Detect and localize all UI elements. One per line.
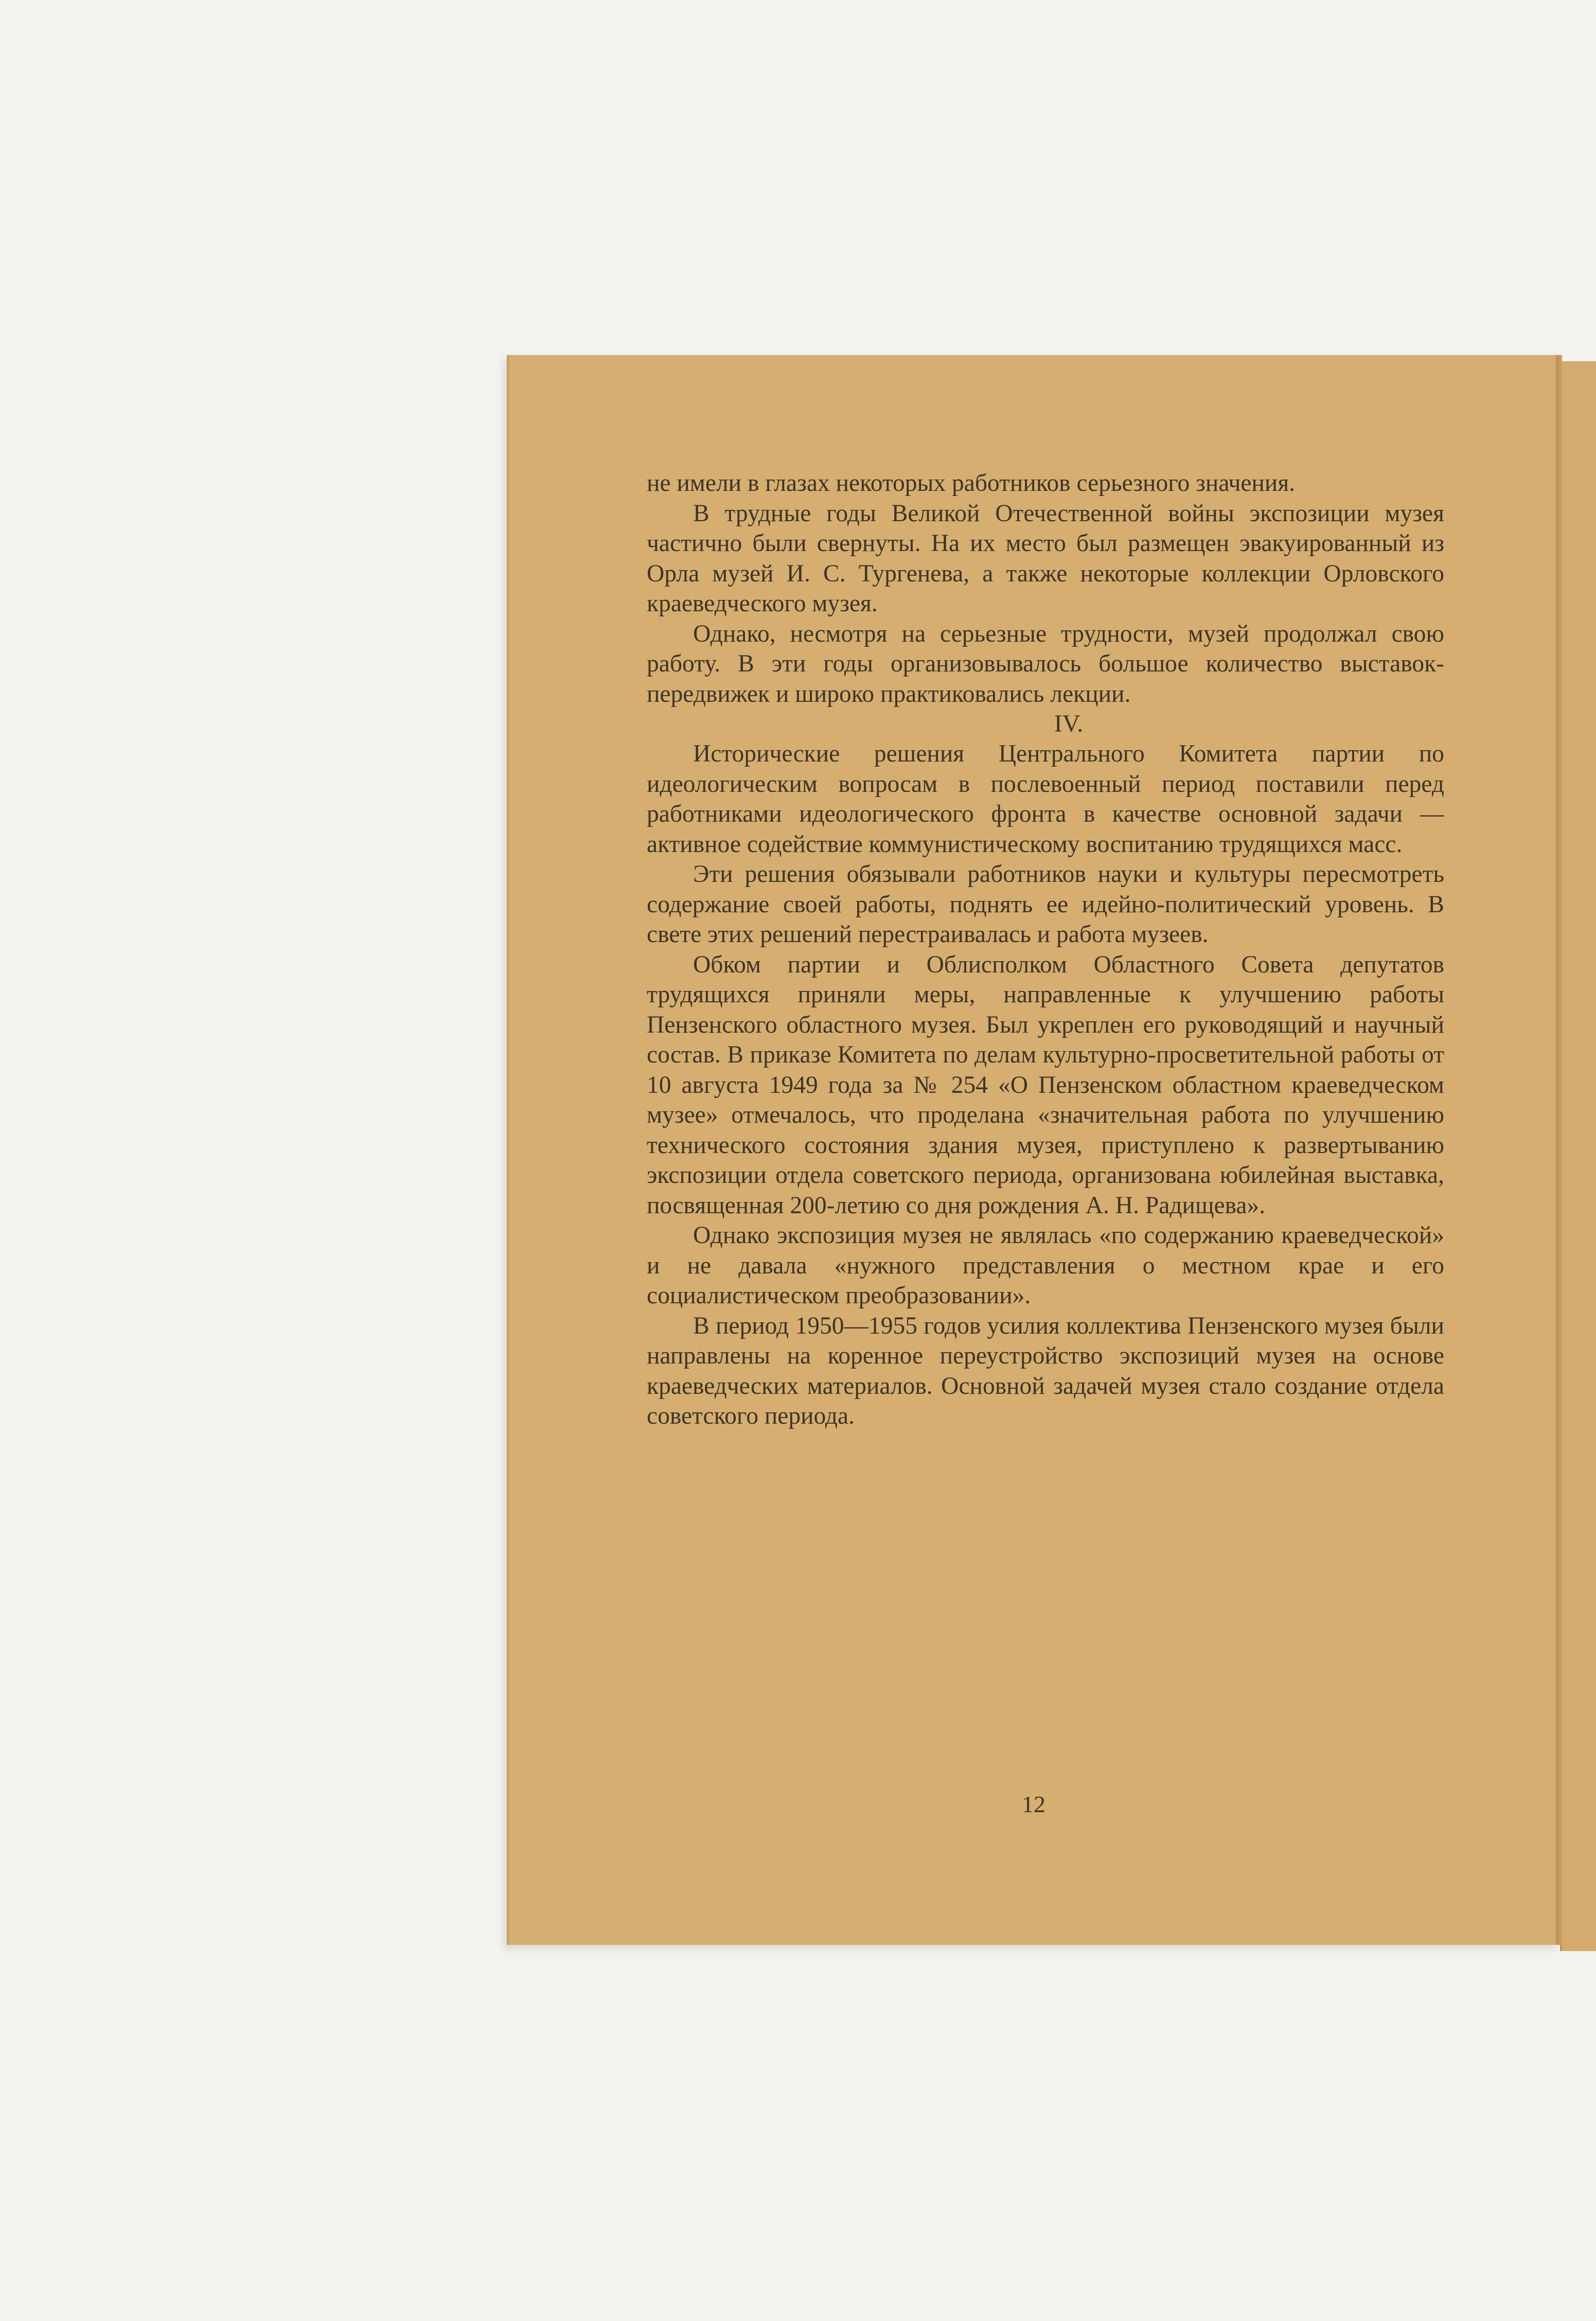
facing-page-edge (1560, 361, 1596, 1951)
paragraph: Однако экспозиция музея не являлась «по содержанию краеведческой» и не давала «нужного представления о местном крае и его социалистическом преобразовании». (647, 1222, 1444, 1309)
paragraph: В трудные годы Великой Отечественной войны экспозиции музея частично были свернуты. На их место был размещен эвакуированный из Орла музей И. С. Тургенева, а также некоторые коллекции Орловского краеведческого музея. (647, 500, 1444, 617)
paragraph: Однако, несмотря на серьезные трудности, музей продолжал свою работу. В эти годы организовывалось большое количество выставок-передвижек и широко практиковались лекции. (647, 620, 1444, 707)
document-page (507, 355, 1558, 1945)
page-spine (1556, 355, 1562, 1945)
page-text (647, 468, 1444, 1431)
booklet (507, 355, 1596, 1945)
paragraph: не имели в глазах некоторых работников серьезного значения. (647, 470, 1296, 497)
paragraph: Исторические решения Центрального Комитета партии по идеологическим вопросам в послевоенный период поставили перед работниками идеологического фронта в качестве основной задачи — активное содействие коммунистическому воспитанию трудящихся масс. (647, 740, 1444, 858)
page-number: 12 (1022, 1791, 1045, 1817)
section-heading: IV. (1054, 710, 1084, 737)
paragraph: Эти решения обязывали работников науки и культуры пересмотреть содержание своей работы, поднять ее идейно-политический уровень. В свете этих решений перестраивалась и работа музеев. (647, 861, 1444, 948)
paragraph: В период 1950—1955 годов усилия коллектива Пензенского музея были направлены на коренное переустройство экспозиций музея на основе краеведческих материалов. Основной задачей музея стало создание отдела советского периода. (647, 1312, 1444, 1429)
paragraph: Обком партии и Облисполком Областного Совета депутатов трудящихся приняли меры, направленные к улучшению работы Пензенского областного музея. Был укреплен его руководящий и научный состав. В приказе Комитета по делам культурно-просветительной работы от 10 августа 1949 года за № 254 «О Пензенском областном краеведческом музее» отмечалось, что проделана «значительная работа по улучшению технического состояния здания музея, приступлено к развертыванию экспозиции отдела советского периода, организована юбилейная выставка, посвященная 200-летию со дня рождения А. Н. Радищева». (647, 951, 1444, 1219)
